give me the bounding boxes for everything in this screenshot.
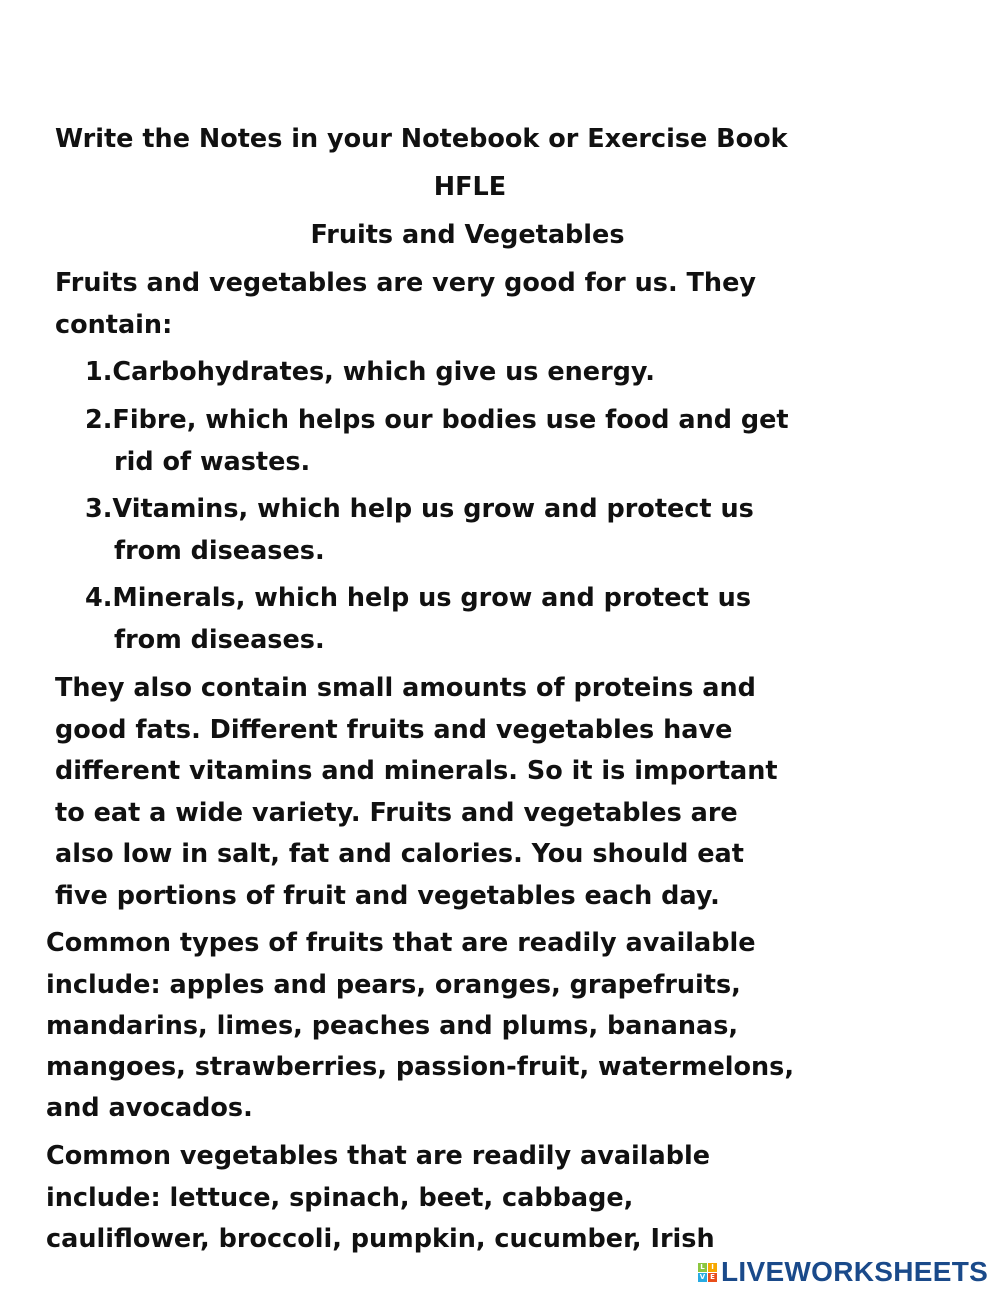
list-item-cont: rid of wastes. [114, 447, 311, 477]
paragraph-line: five portions of fruit and vegetables each day. [55, 881, 720, 911]
fruits-line: and avocados. [46, 1093, 253, 1123]
fruits-line: Common types of fruits that are readily available [46, 928, 756, 958]
vegetables-line: Common vegetables that are readily available [46, 1141, 711, 1171]
subject-heading: HFLE [433, 172, 507, 202]
list-item-cont: from diseases. [114, 536, 325, 566]
paragraph-line: good fats. Different fruits and vegetables have [55, 715, 733, 745]
vegetables-line: include: lettuce, spinach, beet, cabbage, [46, 1183, 634, 1213]
intro-line: contain: [55, 310, 173, 340]
list-item: 2.Fibre, which helps our bodies use food and get [85, 405, 789, 435]
paragraph-line: to eat a wide variety. Fruits and vegetables are [55, 798, 738, 828]
vegetables-line: cauliflower, broccoli, pumpkin, cucumber, Irish [46, 1224, 715, 1254]
paragraph-line: also low in salt, fat and calories. You should eat [55, 839, 744, 869]
fruits-line: include: apples and pears, oranges, grapefruits, [46, 970, 741, 1000]
paragraph-line: different vitamins and minerals. So it is important [55, 756, 778, 786]
page-title: Fruits and Vegetables [310, 220, 625, 250]
fruits-line: mandarins, limes, peaches and plums, bananas, [46, 1011, 739, 1041]
intro-line: Fruits and vegetables are very good for us. They [55, 268, 757, 298]
list-item: 4.Minerals, which help us grow and protect us [85, 583, 752, 613]
fruits-line: mangoes, strawberries, passion-fruit, watermelons, [46, 1052, 795, 1082]
list-item-cont: from diseases. [114, 625, 325, 655]
paragraph-line: They also contain small amounts of proteins and [55, 673, 756, 703]
list-item: 3.Vitamins, which help us grow and protect us [85, 494, 754, 524]
list-item: 1.Carbohydrates, which give us energy. [85, 357, 655, 387]
logo-blocks-icon: L I V E [698, 1263, 717, 1282]
instruction: Write the Notes in your Notebook or Exercise Book [55, 124, 788, 154]
logo-text: LIVEWORKSHEETS [721, 1256, 989, 1287]
liveworksheets-logo [698, 1258, 988, 1286]
